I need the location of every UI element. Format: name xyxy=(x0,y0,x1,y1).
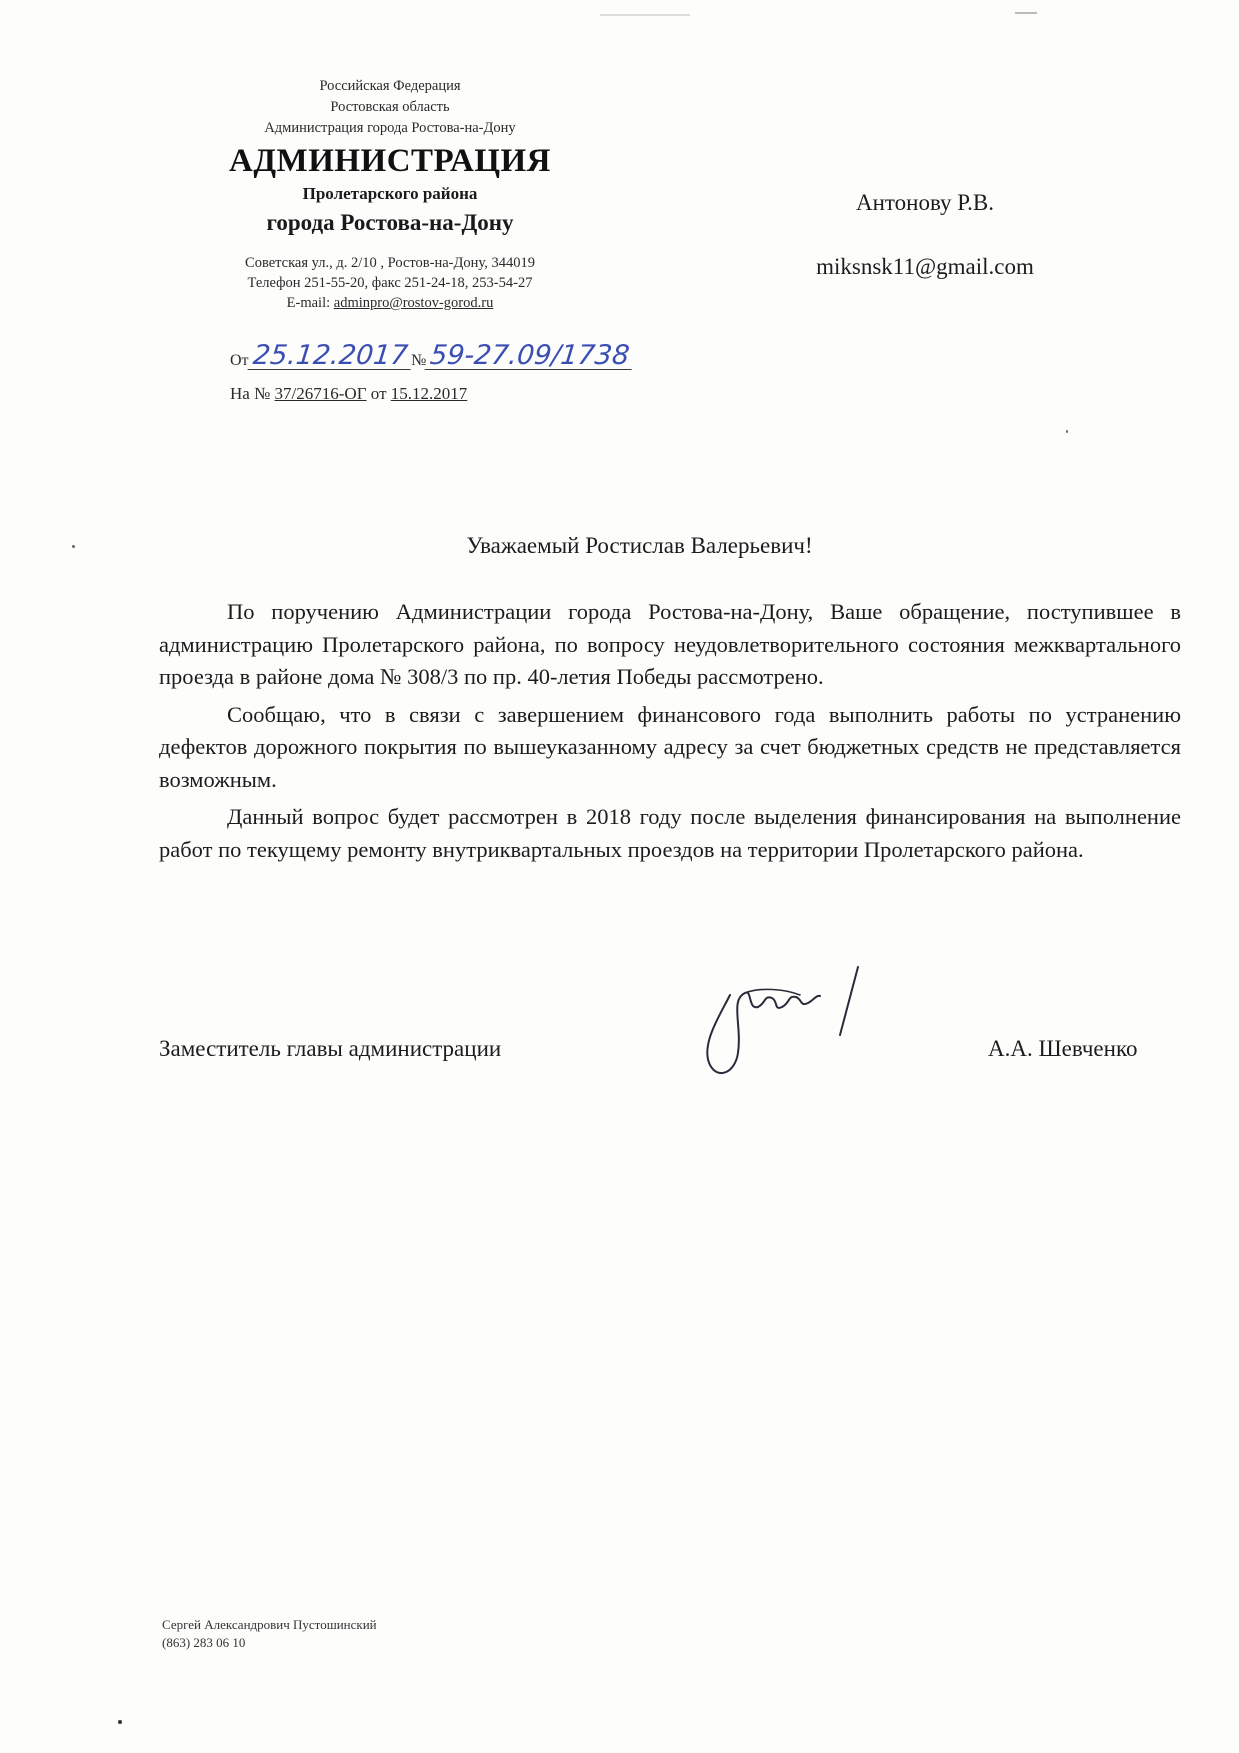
reply-middle: от xyxy=(366,384,391,403)
scan-speck xyxy=(118,1720,122,1724)
scan-artifact-top-right xyxy=(1015,12,1037,14)
handwritten-signature xyxy=(690,965,950,1095)
signer-name: А.А. Шевченко xyxy=(988,1036,1138,1061)
reply-reference xyxy=(230,384,467,404)
executor-info xyxy=(162,1616,377,1652)
executor-name: Сергей Александрович Пустошинский xyxy=(162,1617,377,1632)
email-label: E-mail: xyxy=(286,295,334,311)
letterhead-city: города Ростова-на-Дону xyxy=(266,210,514,235)
letterhead xyxy=(150,76,630,313)
executor-phone: (863) 283 06 10 xyxy=(162,1635,246,1650)
reply-number: 37/26716-ОГ xyxy=(274,384,367,403)
signer-position: Заместитель главы администрации xyxy=(159,1036,502,1061)
letterhead-phone: Телефон 251-55-20, факс 251-24-18, 253-54-27 xyxy=(247,275,533,291)
body-paragraph-2: Сообщаю, что в связи с завершением финансового года выполнить работы по устранению дефектов дорожного покрытия по вышеуказанному адресу за счет бюджетных средств не представляется возможным. xyxy=(159,701,1181,792)
registration-number: 59-27.09/1738 xyxy=(425,343,635,370)
letterhead-contacts xyxy=(150,253,630,313)
registration-date: 25.12.2017 xyxy=(247,343,412,370)
reply-prefix: На № xyxy=(230,384,275,403)
greeting: Уважаемый Ростислав Валерьевич! xyxy=(466,533,813,558)
letterhead-district: Пролетарского района xyxy=(302,184,478,203)
letterhead-city-admin: Администрация города Ростова-на-Дону xyxy=(264,120,516,136)
letterhead-email[interactable]: adminpro@rostov-gorod.ru xyxy=(333,295,494,311)
body-paragraph-1: По поручению Администрации города Ростова-на-Дону, Ваше обращение, поступившее в администрацию Пролетарского района, по вопросу неудовлетворительного состояния межквартального проезда в районе дома № 308/3 по пр. 40-летия Победы рассмотрено. xyxy=(159,599,1181,689)
registration-number-label: № xyxy=(411,352,427,369)
scan-artifact-top xyxy=(600,14,690,16)
letterhead-email-line xyxy=(150,293,630,313)
body-paragraph-3: Данный вопрос будет рассмотрен в 2018 году после выделения финансирования на выполнение работ по текущему ремонту внутриквартальных проездов на территории Пролетарского района. xyxy=(159,804,1181,862)
letterhead-region: Ростовская область xyxy=(330,99,450,115)
reply-date: 15.12.2017 xyxy=(390,384,468,403)
registration-from-label: От xyxy=(230,352,249,369)
letterhead-title: АДМИНИСТРАЦИЯ xyxy=(229,143,551,179)
recipient-email: miksnsk11@gmail.com xyxy=(816,254,1034,279)
letterhead-address: Советская ул., д. 2/10 , Ростов-на-Дону, 344019 xyxy=(245,255,535,271)
letterhead-country: Российская Федерация xyxy=(319,78,461,94)
letter-body xyxy=(159,596,1181,871)
scan-speck xyxy=(1066,430,1068,433)
registration-line xyxy=(230,340,634,371)
recipient-name: Антонову Р.В. xyxy=(855,190,995,215)
